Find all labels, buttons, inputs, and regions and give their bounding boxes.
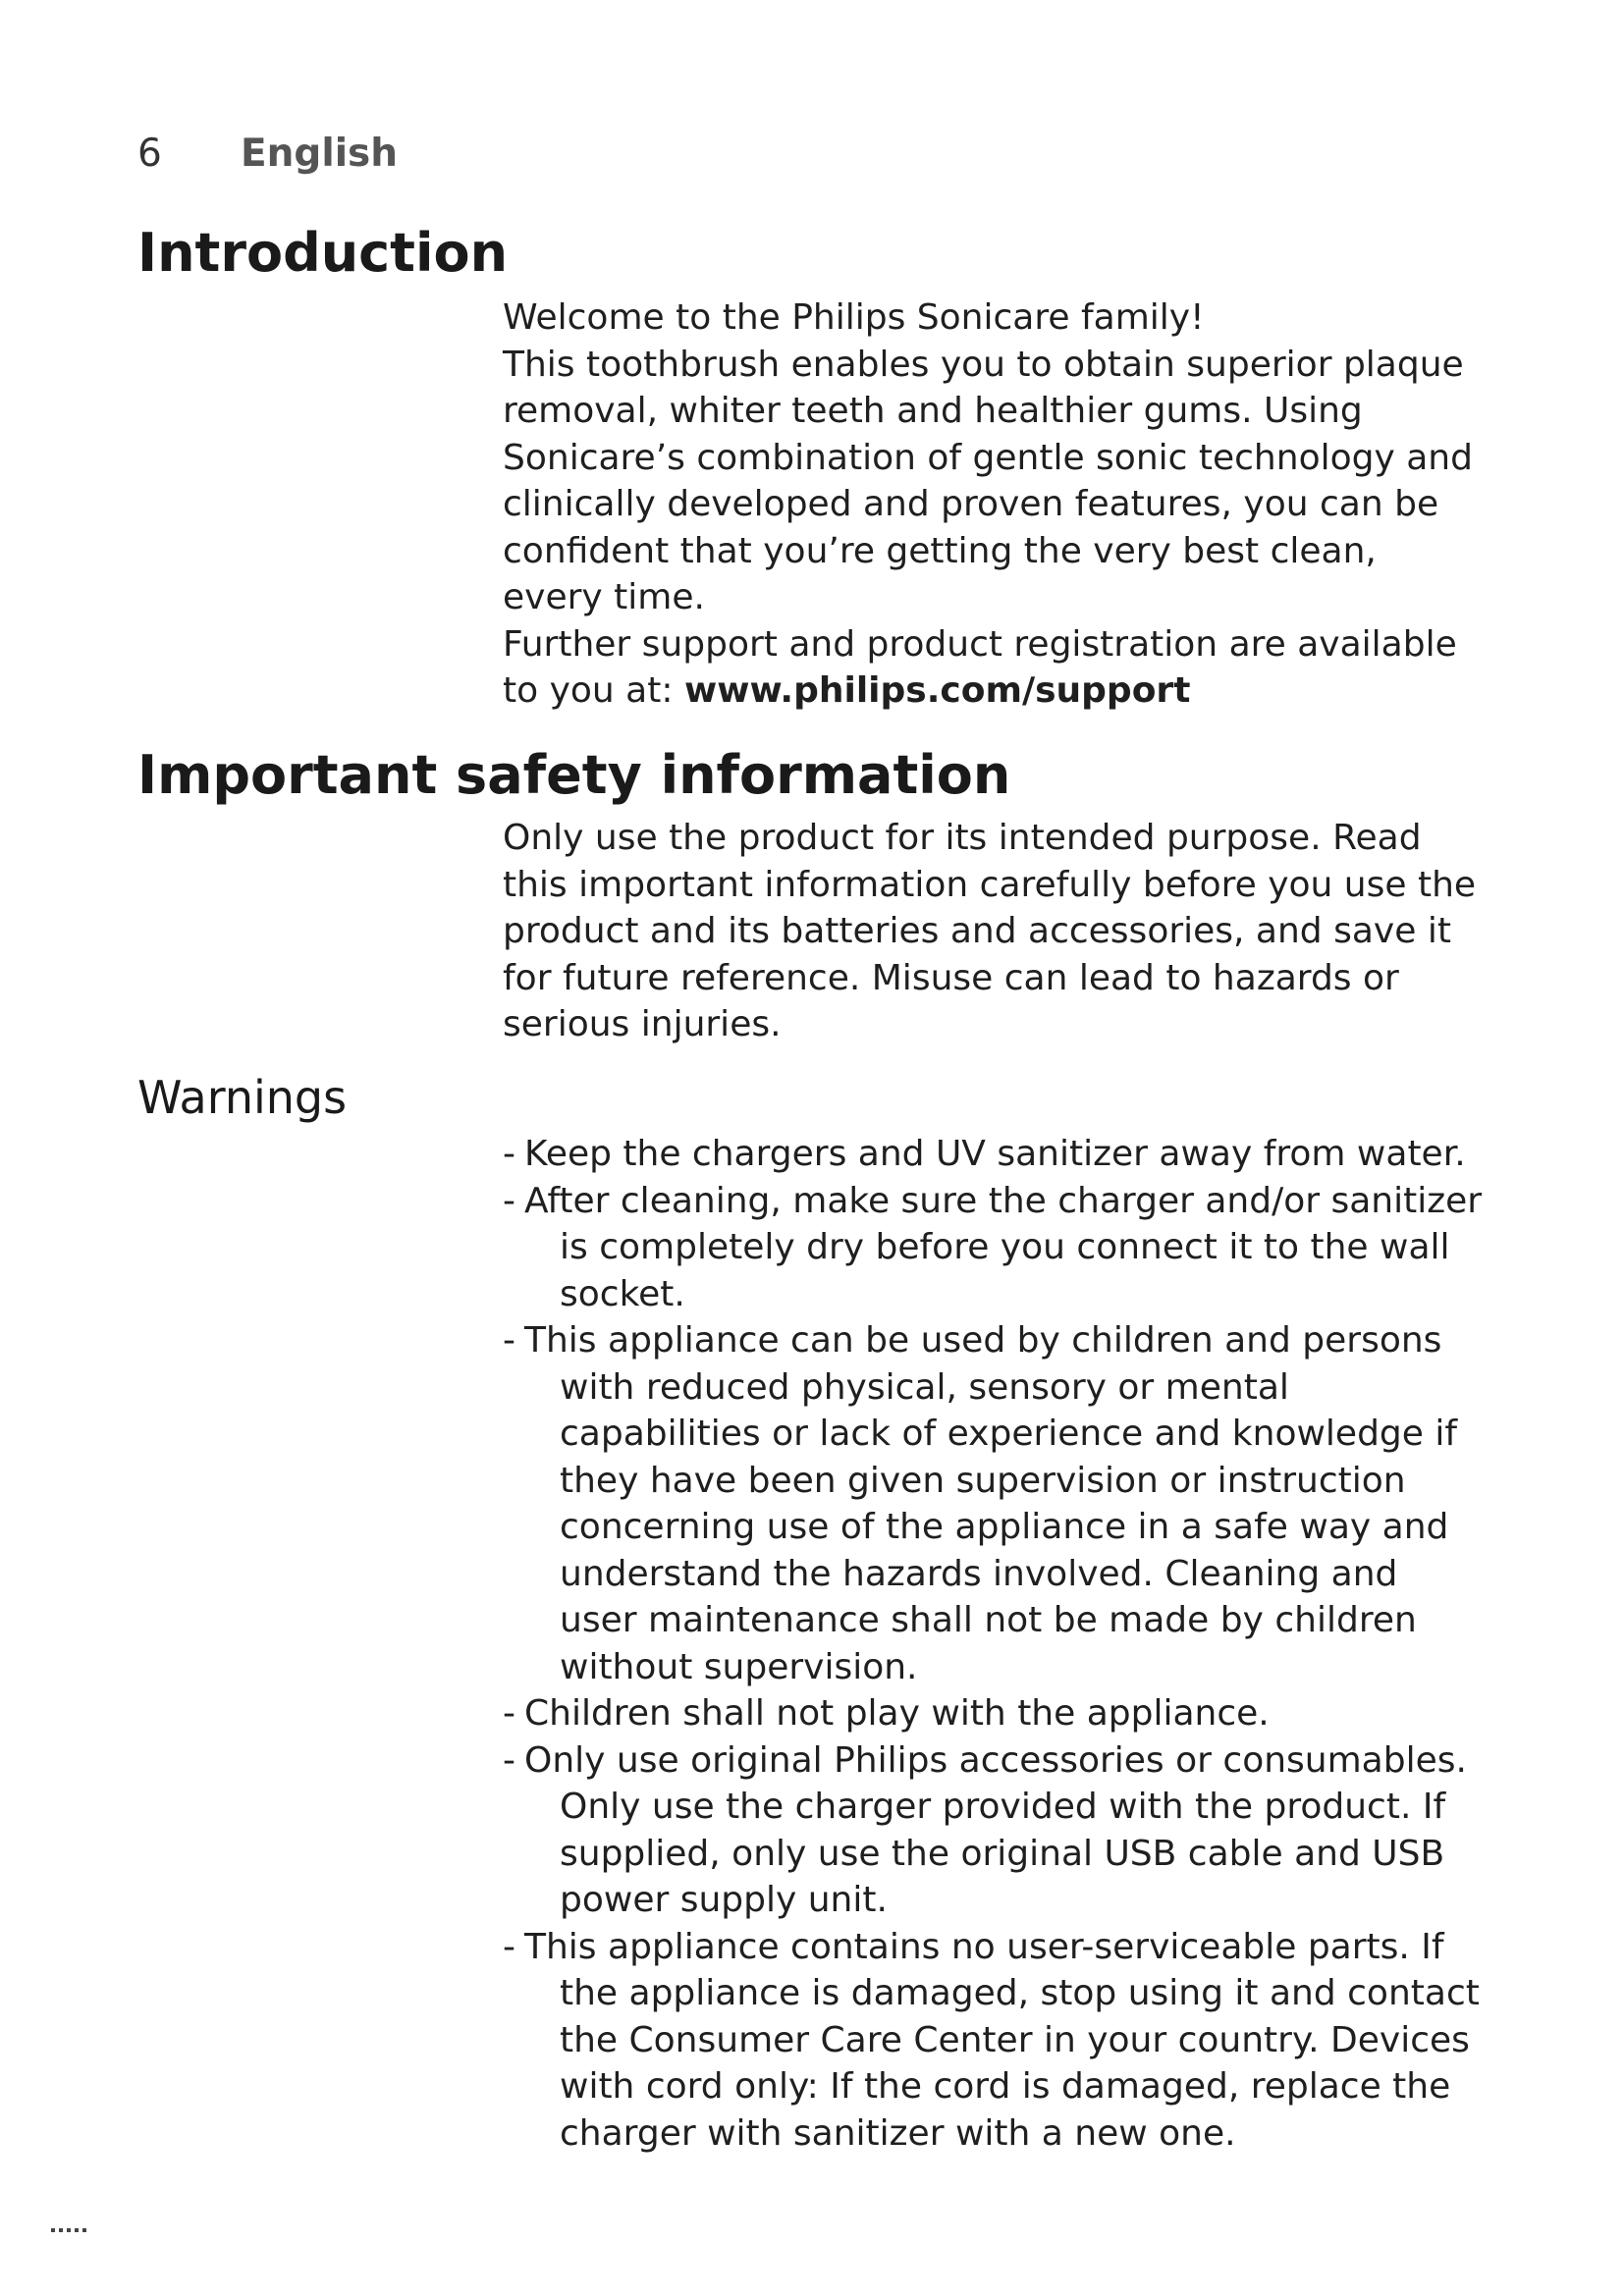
warning-item — [503, 1178, 1485, 1318]
welcome-text: Welcome to the Philips Sonicare family! — [503, 297, 1205, 338]
support-link[interactable]: www.philips.com/support — [683, 670, 1191, 711]
warning-text: This appliance contains no user-serviceable parts. If the appliance is damaged, stop using it and contact the Consumer Care Center in your country. Devices with cord only: If the cord is damaged, replace the charger with sanitizer with a new one. — [524, 1926, 1480, 2154]
support-paragraph — [503, 621, 1485, 715]
warning-text: Keep the chargers and UV sanitizer away from water. — [524, 1134, 1466, 1174]
warning-item — [503, 1924, 1485, 2158]
bullet-dash: - — [503, 1739, 515, 1781]
warnings-list — [503, 1131, 1485, 2157]
warning-text: After cleaning, make sure the charger and/or sanitizer is completely dry before you connect it to the wall socket. — [524, 1180, 1483, 1314]
language-label: English — [241, 132, 399, 176]
print-mark — [51, 2228, 90, 2232]
warning-item — [503, 1690, 1485, 1737]
safety-heading: Important safety information — [137, 744, 1011, 806]
warnings-body — [503, 1131, 1485, 2157]
introduction-description: This toothbrush enables you to obtain superior plaque removal, whiter teeth and healthier gums. Using Sonicare’s combination of gentle sonic technology and clinically developed and proven features, you can be confident that you’re getting the very best clean, every time. — [503, 344, 1473, 617]
warning-text: Children shall not play with the appliance. — [524, 1693, 1270, 1734]
warning-item — [503, 1131, 1485, 1178]
page-header — [137, 130, 398, 179]
warning-text: This appliance can be used by children and persons with reduced physical, sensory or mental capabilities or lack of experience and knowledge if they have been given supervision or instruction concerning use of the appliance in a safe way and understand the hazards involved. Cleaning and user maintenance shall not be made by children without supervision. — [524, 1320, 1458, 1687]
safety-text: Only use the product for its intended purpose. Read this important information carefully before you use the product and its batteries and accessories, and save it for future reference. Misuse can lead to hazards or serious injuries. — [503, 818, 1477, 1044]
warning-text: Only use original Philips accessories or consumables. Only use the charger provided with the product. If supplied, only use the original USB cable and USB power supply unit. — [524, 1739, 1467, 1920]
introduction-heading: Introduction — [137, 222, 509, 284]
safety-body — [503, 815, 1485, 1048]
bullet-dash: - — [503, 1693, 515, 1734]
warnings-heading: Warnings — [137, 1071, 348, 1124]
support-text: Further support and product registration are available to you at: — [503, 623, 1457, 711]
introduction-body — [503, 294, 1485, 715]
bullet-dash: - — [503, 1926, 515, 1967]
warning-item — [503, 1317, 1485, 1690]
bullet-dash: - — [503, 1180, 515, 1221]
bullet-dash: - — [503, 1320, 515, 1361]
warning-item — [503, 1737, 1485, 1924]
bullet-dash: - — [503, 1134, 515, 1174]
page-number: 6 — [137, 132, 162, 176]
